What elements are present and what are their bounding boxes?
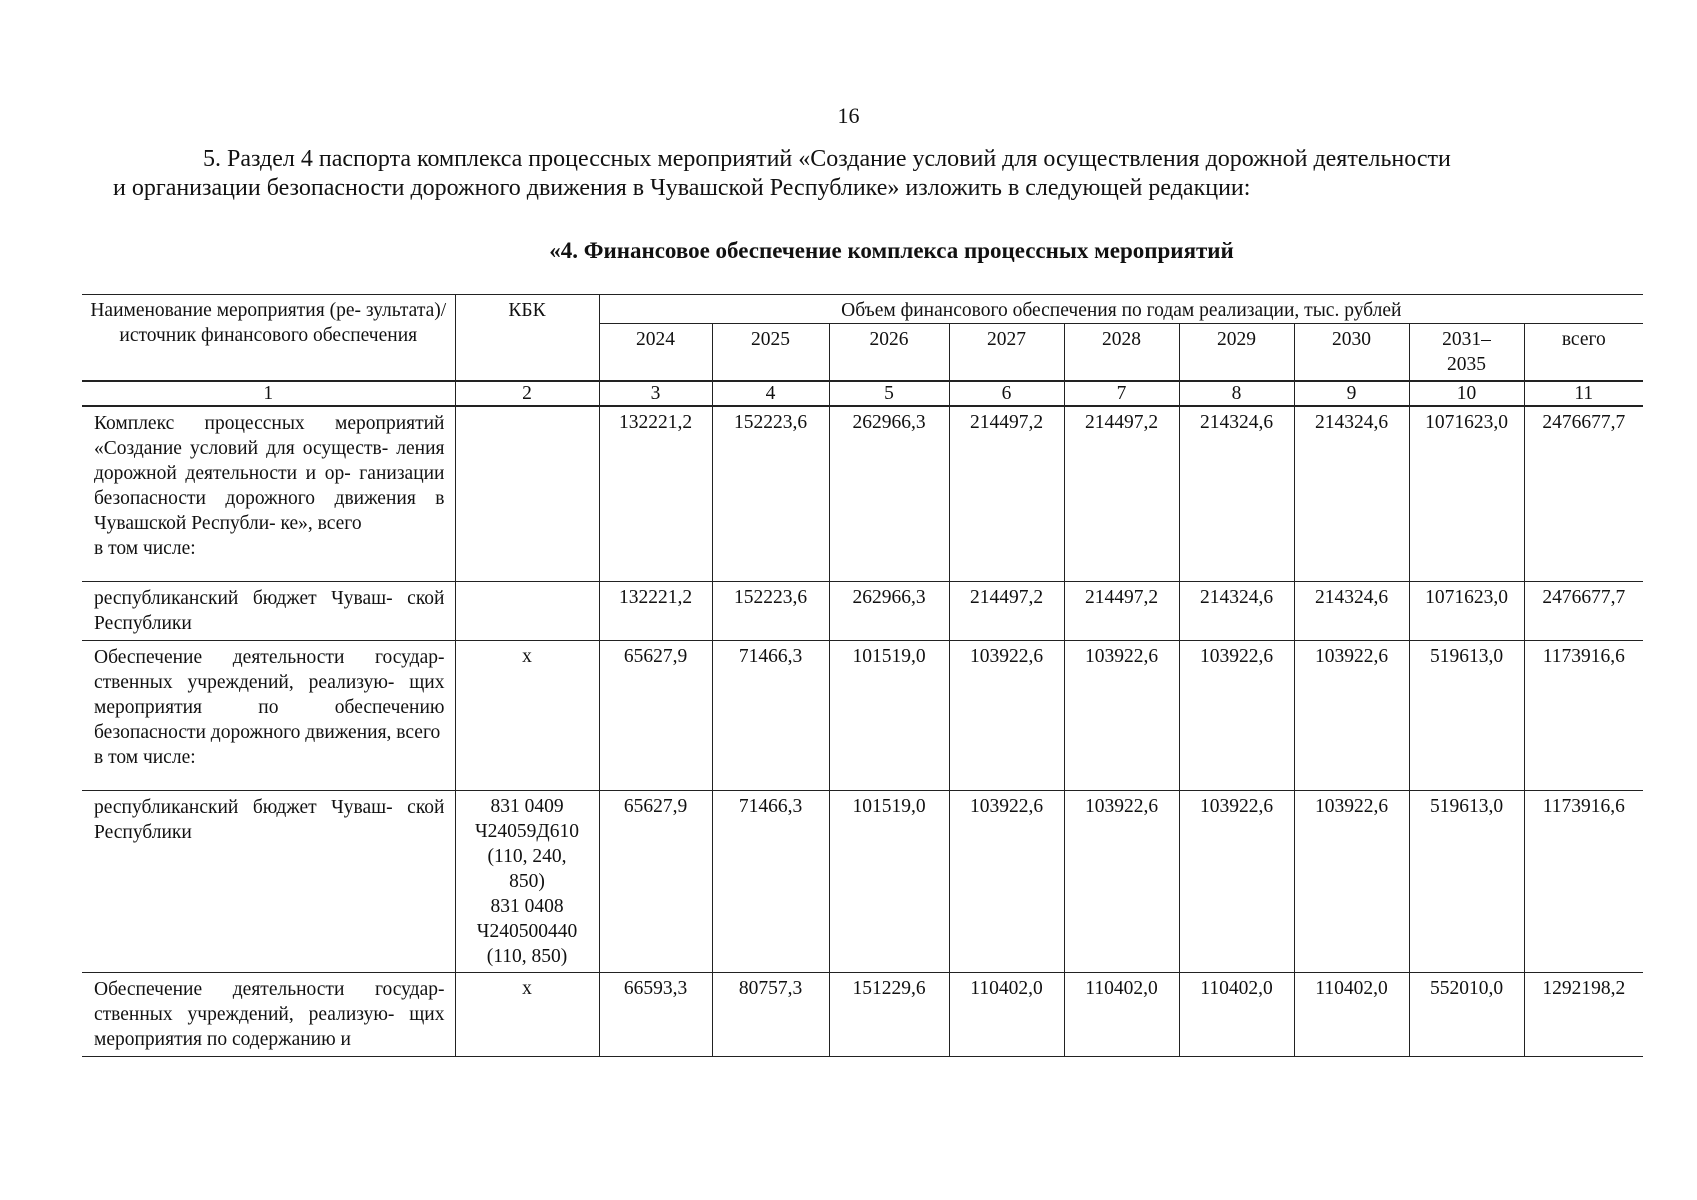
value-cell: 152223,6	[712, 406, 829, 581]
row-name: Комплекс процессных мероприятий «Создание условий для осуществ- ления дорожной деятельности и ор- ганизации безопасности дорожного движения в Чувашской Республи- ке», всего	[94, 413, 445, 534]
intro-paragraph	[113, 145, 1593, 203]
value-cell: 103922,6	[1064, 790, 1179, 972]
value-cell: 103922,6	[949, 790, 1064, 972]
section-title: «4. Финансовое обеспечение комплекса процессных мероприятий	[549, 238, 1234, 263]
table-row	[82, 406, 1643, 581]
value-cell: 214324,6	[1179, 581, 1294, 640]
row-kbk: х	[455, 640, 599, 790]
value-cell: 103922,6	[1064, 640, 1179, 790]
value-cell: 132221,2	[599, 581, 712, 640]
header-year: 2025	[712, 324, 829, 382]
header-year: 2024	[599, 324, 712, 382]
col-number: 10	[1409, 381, 1524, 406]
row-name: Обеспечение деятельности государ- ственных учреждений, реализую- щих мероприятия по обеспечению безопасности дорожного движения, всего	[94, 646, 445, 743]
value-cell: 214324,6	[1179, 406, 1294, 581]
row-name-cell	[82, 581, 455, 640]
header-year: 2027	[949, 324, 1064, 382]
value-cell: 132221,2	[599, 406, 712, 581]
header-kbk: КБК	[455, 295, 599, 382]
col-number: 11	[1524, 381, 1643, 406]
value-cell: 262966,3	[829, 581, 949, 640]
row-name-cell	[82, 640, 455, 790]
header-year: 2029	[1179, 324, 1294, 382]
table-row	[82, 640, 1643, 790]
value-cell: 1173916,6	[1524, 790, 1643, 972]
value-cell: 2476677,7	[1524, 406, 1643, 581]
header-year: 2028	[1064, 324, 1179, 382]
value-cell: 103922,6	[1294, 640, 1409, 790]
kbk-line: Ч24059Д610	[475, 820, 579, 842]
col-number: 9	[1294, 381, 1409, 406]
row-name-cell	[82, 406, 455, 581]
row-kbk	[455, 406, 599, 581]
value-cell: 80757,3	[712, 972, 829, 1056]
kbk-line: Ч240500440	[476, 920, 578, 942]
value-cell: 152223,6	[712, 581, 829, 640]
value-cell: 214497,2	[949, 581, 1064, 640]
value-cell: 103922,6	[1179, 640, 1294, 790]
value-cell: 151229,6	[829, 972, 949, 1056]
page-number: 16	[837, 103, 860, 128]
value-cell: 214497,2	[949, 406, 1064, 581]
row-kbk	[455, 581, 599, 640]
column-number-row	[82, 381, 1643, 406]
kbk-line: 850)	[509, 870, 545, 892]
row-name: республиканский бюджет Чуваш- ской Республики	[94, 587, 445, 634]
value-cell: 214497,2	[1064, 406, 1179, 581]
col-number: 3	[599, 381, 712, 406]
header-row-1	[82, 295, 1643, 324]
col-number: 4	[712, 381, 829, 406]
col-number: 2	[455, 381, 599, 406]
row-name-cell	[82, 790, 455, 972]
header-volume: Объем финансового обеспечения по годам реализации, тыс. рублей	[599, 295, 1643, 324]
col-number: 1	[82, 381, 455, 406]
intro-line-2: и организации безопасности дорожного движения в Чувашской Республике» изложить в следующей редакции:	[113, 175, 1251, 201]
value-cell: 1173916,6	[1524, 640, 1643, 790]
value-cell: 71466,3	[712, 640, 829, 790]
value-cell: 110402,0	[1179, 972, 1294, 1056]
value-cell: 519613,0	[1409, 790, 1524, 972]
value-cell: 71466,3	[712, 790, 829, 972]
value-cell: 519613,0	[1409, 640, 1524, 790]
value-cell: 110402,0	[1294, 972, 1409, 1056]
header-year: 2031–2035	[1409, 324, 1524, 382]
value-cell: 1071623,0	[1409, 581, 1524, 640]
kbk-line: 831 0408	[490, 895, 564, 917]
kbk-line: (110, 850)	[486, 945, 568, 967]
value-cell: 214324,6	[1294, 406, 1409, 581]
financing-table	[82, 294, 1643, 1057]
value-cell: 1292198,2	[1524, 972, 1643, 1056]
row-kbk: х	[455, 972, 599, 1056]
row-subtitle: в том числе:	[94, 538, 196, 559]
intro-line-1: 5. Раздел 4 паспорта комплекса процессных мероприятий «Создание условий для осуществления дорожной деятельности	[203, 146, 1451, 172]
value-cell: 214324,6	[1294, 581, 1409, 640]
value-cell: 101519,0	[829, 640, 949, 790]
value-cell: 110402,0	[949, 972, 1064, 1056]
table-row	[82, 581, 1643, 640]
kbk-line: (110, 240,	[487, 845, 567, 867]
value-cell: 552010,0	[1409, 972, 1524, 1056]
value-cell: 103922,6	[1179, 790, 1294, 972]
col-number: 8	[1179, 381, 1294, 406]
col-number: 7	[1064, 381, 1179, 406]
value-cell: 1071623,0	[1409, 406, 1524, 581]
value-cell: 103922,6	[949, 640, 1064, 790]
row-kbk	[455, 790, 599, 972]
table-row	[82, 972, 1643, 1056]
value-cell: 2476677,7	[1524, 581, 1643, 640]
header-total: всего	[1524, 324, 1643, 382]
value-cell: 262966,3	[829, 406, 949, 581]
col-number: 5	[829, 381, 949, 406]
value-cell: 101519,0	[829, 790, 949, 972]
table-row	[82, 790, 1643, 972]
value-cell: 110402,0	[1064, 972, 1179, 1056]
kbk-line: 831 0409	[490, 795, 564, 817]
header-year: 2030	[1294, 324, 1409, 382]
value-cell: 65627,9	[599, 790, 712, 972]
row-name: Обеспечение деятельности государ- ственных учреждений, реализую- щих мероприятия по содержанию и	[94, 978, 445, 1050]
row-name-cell	[82, 972, 455, 1056]
header-name: Наименование мероприятия (ре- зультата)/источник финансового обеспечения	[82, 295, 455, 382]
row-name: республиканский бюджет Чуваш- ской Республики	[94, 796, 445, 843]
header-year: 2026	[829, 324, 949, 382]
row-subtitle: в том числе:	[94, 746, 196, 768]
value-cell: 103922,6	[1294, 790, 1409, 972]
value-cell: 214497,2	[1064, 581, 1179, 640]
col-number: 6	[949, 381, 1064, 406]
value-cell: 65627,9	[599, 640, 712, 790]
value-cell: 66593,3	[599, 972, 712, 1056]
